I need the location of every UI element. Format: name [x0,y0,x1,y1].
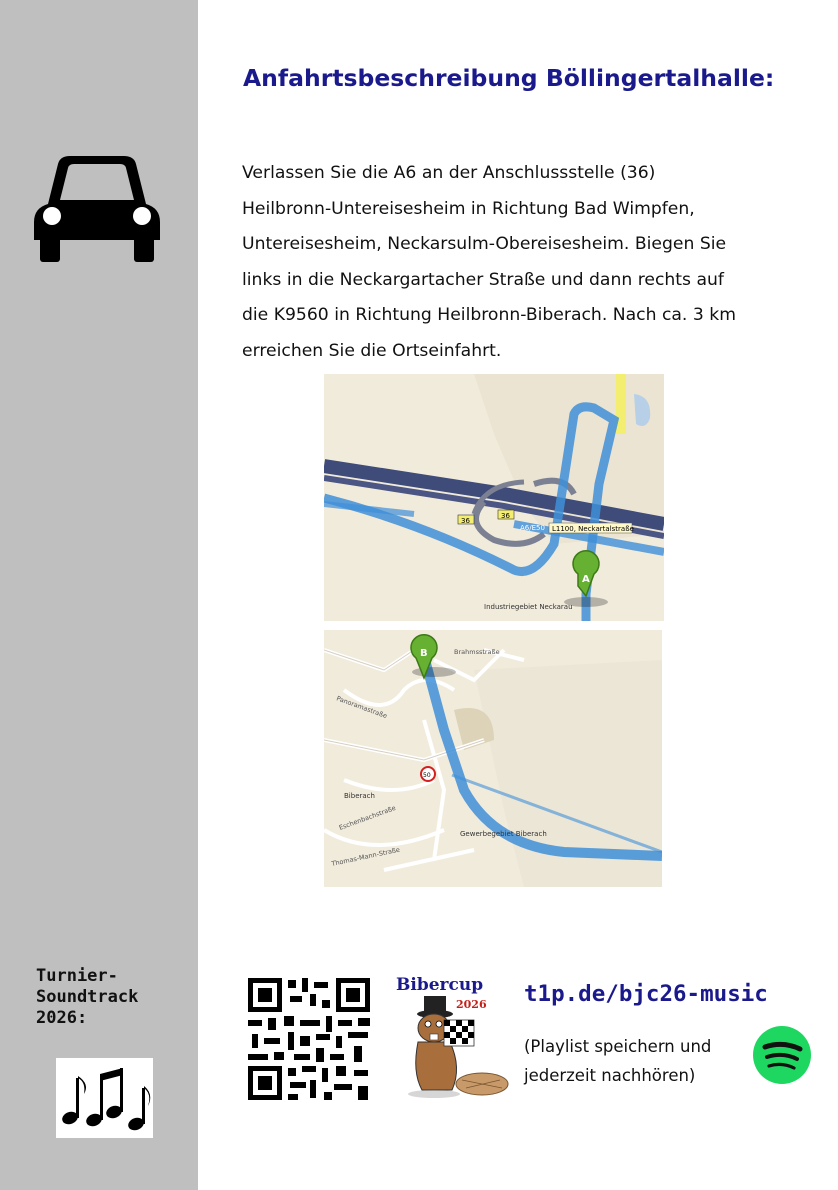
playlist-link[interactable]: t1p.de/bjc26-music [524,981,768,1007]
town-label: Biberach [344,792,375,800]
playlist-note-line: (Playlist speichern und [524,1037,712,1056]
marker-a: A [582,574,590,585]
page-title: Anfahrtsbeschreibung Böllingertalhalle: [243,64,775,92]
area-label: Industriegebiet Neckarau [484,603,573,611]
playlist-note [524,1032,744,1090]
street-label: Brahmsstraße [454,648,500,656]
qr-code-icon[interactable] [246,976,372,1102]
area-label: Gewerbegebiet Biberach [460,830,547,838]
soundtrack-line: Turnier- [36,966,118,986]
street-label: Panoramastraße [335,694,389,721]
exit-badge: 36 [461,517,470,525]
road-label: L1100, Neckartalstraße [552,525,634,533]
directions-line: die K9560 in Richtung Heilbronn-Biberach. Nach ca. 3 km [242,305,736,325]
speed-sign: 50 [423,772,431,779]
directions-line: Untereisesheim, Neckarsulm-Obereisesheim. Biegen Sie [242,234,727,254]
directions-line: erreichen Sie die Ortseinfahrt. [242,340,502,361]
bibercup-logo [382,972,514,1102]
street-label: Eschenbachstraße [337,803,397,832]
music-notes-icon [56,1058,153,1138]
directions-text [242,156,802,369]
sidebar [0,0,198,1190]
motorway-label: A6/E50 [520,524,545,532]
directions-line: Verlassen Sie die A6 an der Anschlussstelle (36) [242,163,656,183]
soundtrack-line: Soundtrack [36,987,139,1007]
logo-year: 2026 [456,998,487,1011]
logo-title: Bibercup [396,975,484,995]
directions-line: Heilbronn-Untereisesheim in Richtung Bad Wimpfen, [242,198,695,219]
spotify-icon[interactable] [753,1026,811,1084]
directions-line: links in die Neckargartacher Straße und dann rechts auf [242,269,724,290]
soundtrack-line: 2026: [36,1008,88,1028]
car-icon [30,152,164,266]
street-label: Thomas-Mann-Straße [330,845,401,868]
exit-badge-2: 36 [501,512,510,520]
marker-b: B [420,648,428,659]
soundtrack-label [36,966,176,1029]
playlist-note-line: jederzeit nachhören) [524,1066,696,1085]
map-town-entry [324,630,662,887]
map-highway-exit [324,374,664,621]
